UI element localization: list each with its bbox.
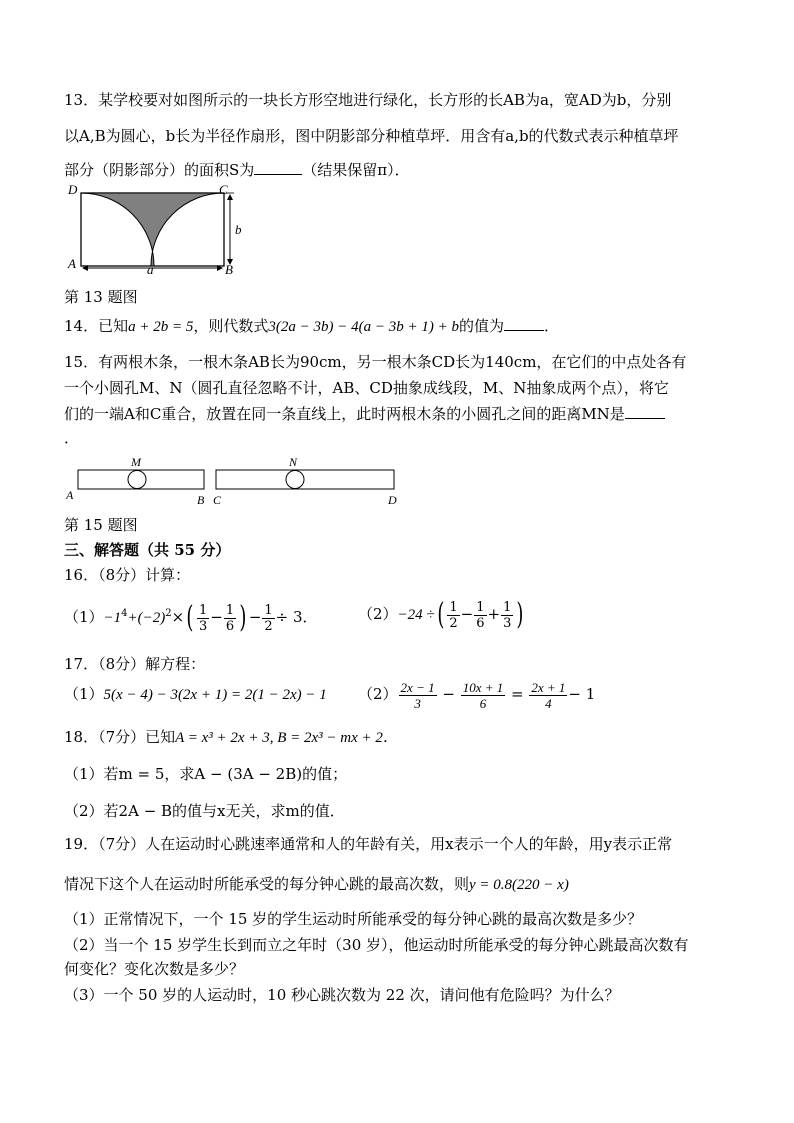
label-C: C — [219, 182, 228, 197]
q16-p1-tail: ÷ 3． — [275, 608, 318, 626]
label-D: D — [68, 182, 78, 197]
label-C: C — [213, 493, 222, 507]
stick-CD — [216, 470, 394, 489]
label-a: a — [147, 262, 154, 277]
q16-part2: （2）−24 ÷( $\frac{1}{2}$ − $\frac{1}{6}$ + $\frac{1}{3}$ ) — [358, 597, 524, 632]
q15-line2: 一个小圆孔M、N（圆孔直径忽略不计，AB、CD抽象成线段，M、N抽象成两个点），将它 — [64, 379, 669, 397]
hole-M — [128, 471, 146, 489]
numerator: 2x − 1 — [400, 679, 435, 695]
q17-p2-tail: − 1 — [568, 685, 596, 703]
q16-p2-term: −24 ÷ — [397, 607, 435, 623]
denominator: 6 — [225, 618, 235, 634]
label-M: M — [131, 455, 141, 469]
denominator: 3 — [503, 615, 512, 631]
q19-part1: （1）正常情况下，一个 15 岁的学生运动时所能承受的每分钟心跳的最高次数是多少？ — [64, 910, 643, 928]
q16-p1-times: × — [171, 608, 185, 626]
numerator: 2x + 1 — [531, 679, 566, 695]
q13-caption: 第 13 题图 — [64, 288, 138, 306]
q14-line — [64, 316, 559, 337]
denominator: 2 — [264, 618, 273, 634]
fraction — [399, 680, 437, 711]
q19-part2b: 何变化？变化次数是多少？ — [64, 960, 245, 978]
q15-line4: ． — [64, 429, 80, 447]
numerator: 1 — [264, 602, 273, 618]
numerator: 1 — [449, 599, 458, 615]
q14-mid: ，则代数式 — [193, 317, 269, 335]
q16-p1-exp1: 4 — [121, 608, 128, 619]
denominator: 3 — [198, 618, 208, 634]
q17-p2-label: （2） — [358, 685, 398, 703]
q19-line2 — [64, 874, 569, 895]
label-D: D — [388, 493, 397, 507]
q16-p2-label: （2） — [358, 605, 398, 623]
numerator: 1 — [225, 602, 235, 618]
numerator: 1 — [198, 602, 208, 618]
q17-p1-equation: 5(x − 4) − 3(2x + 1) = 2(1 − 2x) − 1 — [103, 687, 327, 703]
denominator: 3 — [414, 695, 421, 711]
label-B: B — [197, 493, 205, 507]
paren-close: ) — [516, 597, 524, 632]
q19-part3: （3）一个 50 岁的人运动时，10 秒心跳次数为 22 次，请问他有危险吗？为什么？ — [64, 986, 620, 1004]
hole-N — [286, 471, 304, 489]
q18-head-text: 18．（7分）已知 — [64, 728, 176, 746]
q14-pre: 14．已知 — [64, 317, 129, 335]
label-B: B — [225, 262, 233, 277]
q13-line3-text: 部分（阴影部分）的面积S为 — [64, 161, 255, 179]
q13-line2: 以A,B为圆心，b长为半径作扇形，图中阴影部分种植草坪．用含有a,b的代数式表示种植草坪 — [64, 127, 679, 145]
q17-p1-label: （1） — [64, 685, 104, 703]
fraction — [529, 680, 567, 711]
fraction — [447, 600, 459, 631]
denominator: 4 — [545, 695, 552, 711]
q14-end: ． — [543, 317, 559, 335]
q15-caption: 第 15 题图 — [64, 516, 138, 534]
fraction — [262, 603, 274, 634]
denominator: 6 — [476, 615, 485, 631]
q19-line2-text: 情况下这个人在运动时所能承受的每分钟心跳的最高次数，则 — [64, 875, 470, 893]
q16-head: 16．（8分）计算： — [64, 566, 191, 584]
q15-line3-text: 们的一端A和C重合，放置在同一条直线上，此时两根木条的小圆孔之间的距离MN是 — [64, 405, 625, 423]
q17-head: 17．（8分）解方程： — [64, 655, 206, 673]
label-N: N — [289, 455, 298, 469]
answer-blank-13 — [254, 160, 302, 175]
q15-line1: 15．有两根木条，一根木条AB长为90cm，另一根木条CD长为140cm，在它们的中点处各有 — [64, 353, 687, 371]
q17-part1 — [64, 684, 327, 705]
q16-part1: $(1)-1^4+(-2)^2\times$( $\frac{1}{3}$ − $\frac{1}{6}$ ) − $\frac{1}{2}$ ÷ 3． — [64, 600, 318, 635]
fraction — [461, 680, 506, 711]
q17-part2: （2） $\frac{2x - 1}{3}$ − $\frac{10x + 1}{6}$ = $\frac{2x + 1}{4}$ − 1 — [358, 679, 596, 711]
q18-part2: （2）若2A − B的值与x无关，求m的值． — [64, 802, 345, 820]
fraction — [501, 600, 513, 631]
q16-p1-term1: −1 — [103, 610, 122, 626]
label-A: A — [66, 488, 74, 502]
fraction — [197, 603, 209, 634]
numerator: 1 — [476, 599, 485, 615]
numerator: 1 — [503, 599, 512, 615]
denominator: 2 — [449, 615, 458, 631]
numerator: 10x + 1 — [462, 679, 504, 695]
q13-line1: 13．某学校要对如图所示的一块长方形空地进行绿化，长方形的长AB为a，宽AD为b，分别 — [64, 91, 672, 109]
q15-figure — [64, 452, 404, 507]
label-b: b — [235, 222, 242, 237]
q16-p1-exp2: 2 — [165, 608, 172, 619]
q14-condition: a + 2b = 5 — [128, 319, 194, 335]
answer-blank-15 — [625, 404, 665, 419]
fraction — [474, 600, 486, 631]
q18-expression: A = x³ + 2x + 3, B = 2x³ − mx + 2． — [175, 730, 398, 746]
denominator: 6 — [479, 695, 487, 711]
q18-head — [64, 727, 398, 748]
q14-post: 的值为 — [458, 317, 504, 335]
q19-part2a: （2）当一个 15 岁学生长到而立之年时（30 岁），他运动时所能承受的每分钟心跳最高次数有 — [64, 936, 689, 954]
paren-close: ) — [239, 600, 247, 635]
q13-figure — [64, 182, 250, 280]
q15-line3 — [64, 404, 665, 424]
q19-line1: 19．（7分）人在运动时心跳速率通常和人的年龄有关，用x表示一个人的年龄，用y表示正常 — [64, 835, 673, 853]
q19-formula: y = 0.8(220 − x) — [469, 877, 569, 893]
q13-line3-tail: （结果保留π）． — [302, 161, 410, 179]
fraction — [224, 603, 236, 634]
q16-p1-term2: +(−2) — [127, 610, 166, 626]
section-heading: 三、解答题（共 55 分） — [64, 541, 231, 559]
q14-expression: 3(2a − 3b) − 4(a − 3b + 1) + b — [268, 319, 459, 335]
label-A: A — [68, 256, 76, 271]
q13-line3 — [64, 160, 410, 180]
paren-open: ( — [186, 600, 194, 635]
paren-open: ( — [437, 597, 445, 632]
answer-blank-14 — [504, 316, 544, 331]
q18-part1: （1）若m = 5，求A − (3A − 2B)的值； — [64, 765, 348, 783]
q16-p1-label: （1） — [64, 608, 104, 626]
